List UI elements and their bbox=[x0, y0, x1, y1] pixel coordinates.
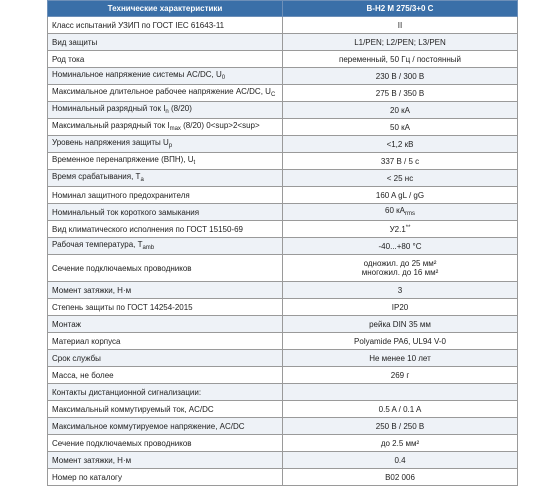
table-row bbox=[48, 136, 518, 153]
table-row bbox=[48, 255, 518, 282]
header-model: В-Н2 М 275/3+0 С bbox=[283, 1, 518, 17]
row-value bbox=[283, 452, 518, 469]
row-label-text: Момент затяжки, Н·м bbox=[52, 455, 132, 465]
spec-table-container bbox=[47, 0, 517, 486]
row-value-text: Не менее 10 лет bbox=[369, 353, 431, 363]
table-row bbox=[48, 282, 518, 299]
row-value-text: L1/PEN; L2/PEN; L3/PEN bbox=[354, 37, 446, 47]
row-label-text: Время срабатывания, T bbox=[52, 171, 141, 181]
row-value bbox=[283, 153, 518, 170]
row-label bbox=[48, 452, 283, 469]
row-value bbox=[283, 136, 518, 153]
table-row bbox=[48, 187, 518, 204]
row-value-superscript: ** bbox=[405, 225, 411, 231]
row-value bbox=[283, 102, 518, 119]
row-label bbox=[48, 170, 283, 187]
table-row bbox=[48, 469, 518, 486]
row-label bbox=[48, 299, 283, 316]
row-value-text: 60 кА bbox=[385, 205, 405, 215]
row-value-line-1: одножил. до 25 мм² bbox=[363, 259, 437, 268]
table-row bbox=[48, 418, 518, 435]
row-label bbox=[48, 367, 283, 384]
table-row bbox=[48, 119, 518, 136]
table-row bbox=[48, 384, 518, 401]
row-value bbox=[283, 384, 518, 401]
row-value-text: рейка DIN 35 мм bbox=[369, 319, 431, 329]
row-label-text: Материал корпуса bbox=[52, 336, 121, 346]
row-label-text: Масса, не более bbox=[52, 370, 114, 380]
row-value bbox=[283, 350, 518, 367]
row-label bbox=[48, 221, 283, 238]
table-header-row bbox=[48, 1, 518, 17]
row-value-text: IP20 bbox=[391, 302, 409, 312]
row-value-text: < 25 нс bbox=[386, 173, 414, 183]
row-label-text: Рабочая температура, T bbox=[52, 239, 143, 249]
row-value-text: 0.5 A / 0.1 A bbox=[378, 404, 422, 414]
row-label-subscript: n bbox=[165, 108, 169, 115]
row-value-text: 230 В / 300 В bbox=[375, 71, 425, 81]
table-row bbox=[48, 452, 518, 469]
row-value bbox=[283, 34, 518, 51]
row-value bbox=[283, 401, 518, 418]
row-value bbox=[283, 469, 518, 486]
row-value-text: 50 кА bbox=[390, 122, 410, 132]
row-label bbox=[48, 282, 283, 299]
row-label-text: Максимальное коммутируемое напряжение, AC/DC bbox=[52, 421, 245, 431]
row-value bbox=[283, 187, 518, 204]
table-row bbox=[48, 68, 518, 85]
row-value bbox=[283, 255, 518, 282]
row-value bbox=[283, 204, 518, 221]
table-row bbox=[48, 204, 518, 221]
spec-table bbox=[47, 0, 518, 486]
row-label-subscript: a bbox=[140, 176, 144, 183]
row-label-text: Вид защиты bbox=[52, 37, 98, 47]
row-value-text: 337 В / 5 с bbox=[380, 156, 420, 166]
table-row bbox=[48, 401, 518, 418]
row-value bbox=[283, 435, 518, 452]
row-label-text: Класс испытаний УЗИП по ГОСТ IEC 61643-11 bbox=[52, 20, 225, 30]
table-row bbox=[48, 316, 518, 333]
row-label bbox=[48, 34, 283, 51]
row-label-text: Уровень напряжения защиты U bbox=[52, 137, 169, 147]
row-label bbox=[48, 333, 283, 350]
row-value bbox=[283, 170, 518, 187]
row-value bbox=[283, 299, 518, 316]
row-label bbox=[48, 136, 283, 153]
row-value bbox=[283, 85, 518, 102]
row-label-text: Степень защиты по ГОСТ 14254-2015 bbox=[52, 302, 193, 312]
row-label-text: Номинальный разрядный ток I bbox=[52, 103, 166, 113]
row-value-text: 3 bbox=[397, 285, 403, 295]
row-label-subscript: t bbox=[193, 159, 196, 166]
row-label-text: Временное перенапряжение (ВПН), U bbox=[52, 154, 194, 164]
row-value-line-2: многожил. до 16 мм² bbox=[361, 268, 439, 277]
table-row bbox=[48, 34, 518, 51]
table-row bbox=[48, 221, 518, 238]
row-value bbox=[283, 238, 518, 255]
row-value-text: <1,2 кВ bbox=[386, 139, 414, 149]
row-value-text: Polyamide PA6, UL94 V-0 bbox=[354, 336, 446, 346]
row-label bbox=[48, 85, 283, 102]
row-label bbox=[48, 51, 283, 68]
row-value-text: B02 006 bbox=[385, 472, 415, 482]
row-value-text: 0.4 bbox=[394, 455, 406, 465]
row-value-text: 160 A gL / gG bbox=[375, 190, 425, 200]
row-label-text: Номинальное напряжение системы AC/DC, U bbox=[52, 69, 222, 79]
table-row bbox=[48, 435, 518, 452]
row-label-text: Номер по каталогу bbox=[52, 472, 122, 482]
row-label bbox=[48, 153, 283, 170]
row-label bbox=[48, 418, 283, 435]
row-label bbox=[48, 204, 283, 221]
row-label bbox=[48, 68, 283, 85]
table-row bbox=[48, 238, 518, 255]
row-label bbox=[48, 350, 283, 367]
row-label-text: Момент затяжки, Н·м bbox=[52, 285, 132, 295]
row-label-text: Номинальный ток короткого замыкания bbox=[52, 207, 200, 217]
row-label-suffix: (8/20) bbox=[168, 103, 192, 113]
row-label bbox=[48, 119, 283, 136]
row-value-text: 250 В / 250 В bbox=[375, 421, 425, 431]
row-label-text: Сечение подключаемых проводников bbox=[52, 438, 192, 448]
row-value bbox=[283, 333, 518, 350]
table-row bbox=[48, 299, 518, 316]
row-label-subscript: amb bbox=[142, 244, 155, 251]
table-row bbox=[48, 333, 518, 350]
row-label bbox=[48, 187, 283, 204]
row-value-text: 269 г bbox=[390, 370, 410, 380]
table-row bbox=[48, 51, 518, 68]
row-value bbox=[283, 119, 518, 136]
table-row bbox=[48, 367, 518, 384]
row-value-text: II bbox=[397, 20, 403, 30]
table-row bbox=[48, 102, 518, 119]
row-label-text: Максимальный разрядный ток I bbox=[52, 120, 170, 130]
row-label bbox=[48, 255, 283, 282]
table-row bbox=[48, 17, 518, 34]
row-value bbox=[283, 418, 518, 435]
row-label bbox=[48, 469, 283, 486]
row-label-suffix: (8/20) 0<sup>2<sup> bbox=[180, 120, 260, 130]
row-value-text: -40...+80 °С bbox=[378, 241, 422, 251]
row-value bbox=[283, 316, 518, 333]
row-label-text: Номинал защитного предохранителя bbox=[52, 190, 190, 200]
row-value-text: 20 кА bbox=[390, 105, 410, 115]
row-value bbox=[283, 367, 518, 384]
row-label-subscript: 0 bbox=[221, 74, 226, 81]
row-value bbox=[283, 51, 518, 68]
row-label bbox=[48, 102, 283, 119]
row-label-text: Максимальный коммутируемый ток, AC/DC bbox=[52, 404, 214, 414]
row-label bbox=[48, 316, 283, 333]
row-value-text: 275 В / 350 В bbox=[375, 88, 425, 98]
row-label-text: Контакты дистанционной сигнализации: bbox=[52, 387, 202, 397]
row-value-subscript: rms bbox=[404, 210, 415, 217]
row-label-text: Срок службы bbox=[52, 353, 101, 363]
row-label-text: Род тока bbox=[52, 54, 85, 64]
row-value-text: переменный, 50 Гц / постоянный bbox=[338, 54, 462, 64]
row-label-text: Сечение подключаемых проводников bbox=[52, 263, 192, 273]
row-label-text: Вид климатического исполнения по ГОСТ 15150-69 bbox=[52, 224, 243, 234]
row-label-subscript: C bbox=[270, 91, 276, 98]
table-row bbox=[48, 350, 518, 367]
row-label bbox=[48, 384, 283, 401]
row-label-subscript: max bbox=[169, 125, 181, 132]
row-label bbox=[48, 435, 283, 452]
header-characteristics: Технические характеристики bbox=[48, 1, 283, 17]
row-value bbox=[283, 68, 518, 85]
table-body bbox=[48, 17, 518, 486]
row-label-subscript: p bbox=[168, 142, 173, 149]
table-row bbox=[48, 85, 518, 102]
table-row bbox=[48, 153, 518, 170]
row-value bbox=[283, 221, 518, 238]
row-value bbox=[283, 17, 518, 34]
row-label bbox=[48, 238, 283, 255]
row-label-text: Монтаж bbox=[52, 319, 81, 329]
row-value-text: У2.1 bbox=[389, 225, 406, 234]
table-row bbox=[48, 170, 518, 187]
row-value-text: до 2.5 мм² bbox=[380, 438, 420, 448]
row-label bbox=[48, 401, 283, 418]
row-label bbox=[48, 17, 283, 34]
row-label-text: Максимальное длительное рабочее напряжение AC/DC, U bbox=[52, 86, 271, 96]
row-value bbox=[283, 282, 518, 299]
